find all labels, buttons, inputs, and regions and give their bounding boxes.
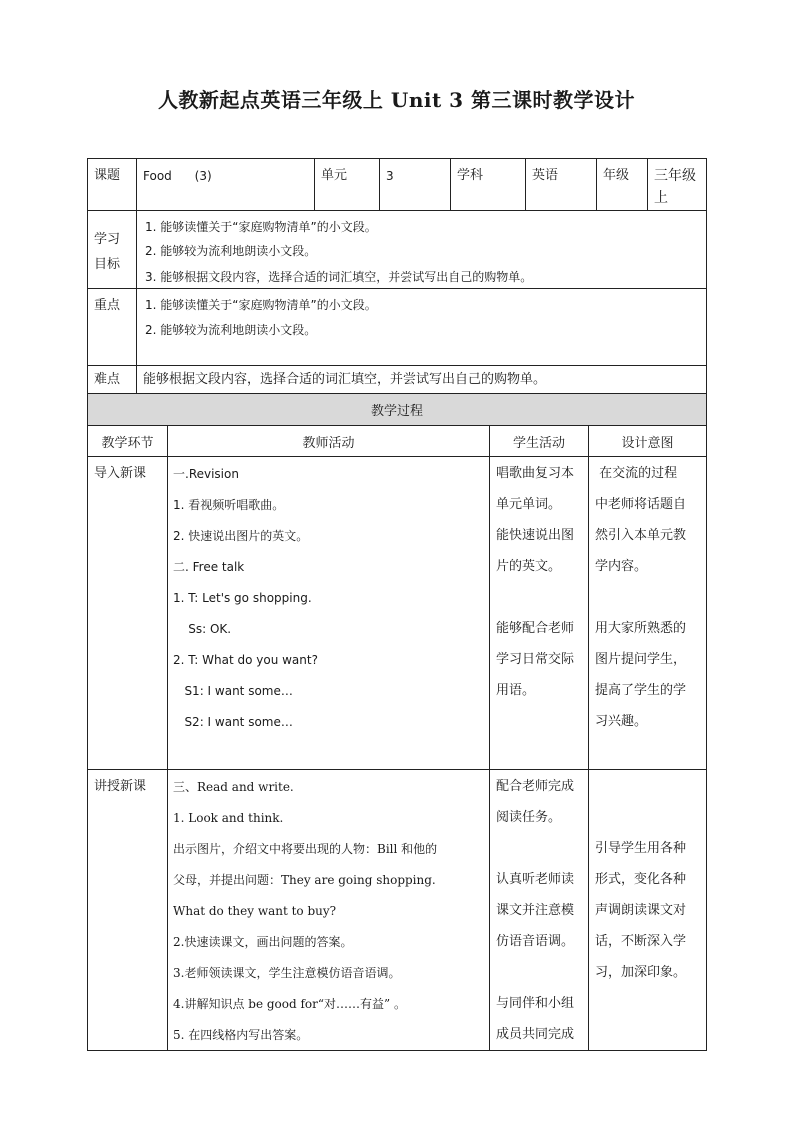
column-header-label: 教师活动 [302,435,355,451]
lecture-intent-line: 话，不断深入学 [595,934,687,949]
keypoints-content-cell [136,288,707,366]
lecture-teacher-cell [167,769,490,1051]
objective-item: 1. 能够读懂关于“家庭购物清单”的小文段。 [145,220,377,234]
grade-value-cell [647,158,707,211]
intro-student-line: 单元单词。 [496,497,562,512]
keypoint-item: 2. 能够较为流利地朗读小文段。 [145,323,317,337]
objectives-content-cell [136,210,707,289]
topic-label: 课题 [94,168,121,183]
lecture-student-line: 仿语音语调。 [496,934,575,949]
intro-student-line: 能快速说出图 [496,528,575,543]
intro-teacher-line: 2. T: What do you want? [173,653,318,667]
objective-item: 3. 能够根据文段内容，选择合适的词汇填空，并尝试写出自己的购物单。 [145,270,533,284]
lecture-stage-cell [87,769,168,1051]
lecture-intent-line: 引导学生用各种 [595,841,687,856]
column-header [489,425,589,457]
intro-intent-line: 提高了学生的学 [595,683,687,698]
intro-teacher-line: Ss: OK. [173,622,232,636]
intro-intent-line: 学内容。 [595,559,648,574]
unit-value: 3 [386,169,394,183]
column-header-label: 设计意图 [621,435,674,451]
objectives-label-1: 学习 [94,232,121,247]
grade-value-line1: 三年级 [654,168,696,184]
lecture-student-line: 与同伴和小组 [496,996,575,1011]
unit-value-cell [379,158,451,211]
lecture-teacher-line: What do they want to buy? [173,904,337,918]
intro-teacher-line: S2: I want some… [173,715,293,729]
lecture-student-line: 配合老师完成 [496,779,575,794]
subject-label: 学科 [457,168,484,183]
lecture-teacher-line: 1. Look and think. [173,811,284,825]
process-header [87,393,707,426]
topic-value: Food (3) [143,169,212,183]
intro-intent-line: 然引入本单元教 [595,528,687,543]
difficulty-content-cell [136,365,707,394]
difficulty-label-cell [87,365,137,394]
column-header-label: 学生活动 [512,435,565,451]
intro-stage-cell [87,456,168,770]
keypoints-label-cell [87,288,137,366]
unit-label-cell [314,158,380,211]
difficulty-text: 能够根据文段内容，选择合适的词汇填空，并尝试写出自己的购物单。 [143,372,547,387]
unit-label: 单元 [321,168,348,183]
intro-intent-line: 用大家所熟悉的 [595,621,687,636]
lecture-teacher-line: 5. 在四线格内写出答案。 [173,1028,309,1042]
keypoint-item: 1. 能够读懂关于“家庭购物清单”的小文段。 [145,298,377,312]
column-header [588,425,707,457]
intro-intent-line: 图片提问学生， [595,652,687,667]
topic-label-cell [87,158,137,211]
intro-intent-line: 中老师将话题自 [595,497,687,512]
lecture-teacher-line: 3.老师领读课文，学生注意模仿语音语调。 [173,966,401,980]
column-header [87,425,168,457]
lecture-teacher-line: 4.讲解知识点 be good for“对……有益” 。 [173,997,406,1011]
intro-intent-line: 习兴趣。 [595,714,648,729]
grade-label-cell [596,158,648,211]
intro-teacher-line: 2. 快速说出图片的英文。 [173,529,309,543]
lecture-intent-cell [588,769,707,1051]
objective-item: 2. 能够较为流利地朗读小文段。 [145,244,317,258]
page-title: 人教新起点英语三年级上 Unit 3 第三课时教学设计 [157,88,636,112]
difficulty-label: 难点 [94,372,121,387]
intro-student-line: 片的英文。 [496,559,562,574]
intro-teacher-cell [167,456,490,770]
objectives-label-cell [87,210,137,289]
subject-value-cell [525,158,597,211]
lecture-student-line: 课文并注意模 [496,903,575,918]
column-header-label: 教学环节 [101,435,154,451]
lecture-intent-line: 形式，变化各种 [595,872,687,887]
lecture-teacher-line: 三、Read and write. [173,780,294,794]
intro-student-line: 能够配合老师 [496,621,575,636]
lecture-student-line: 阅读任务。 [496,810,562,825]
column-header [167,425,490,457]
intro-student-line: 用语。 [496,683,536,698]
lecture-teacher-line: 2.快速读课文，画出问题的答案。 [173,935,353,949]
intro-teacher-line: 1. 看视频听唱歌曲。 [173,498,285,512]
objectives-label-2: 目标 [94,257,121,272]
intro-teacher-line: 一.Revision [173,467,239,481]
intro-intent-line: 在交流的过程 [595,466,678,481]
intro-intent-cell [588,456,707,770]
intro-student-line: 学习日常交际 [496,652,575,667]
keypoints-label: 重点 [94,298,121,313]
grade-value-line2: 上 [654,190,668,206]
lecture-student-line: 认真听老师读 [496,872,575,887]
lecture-student-line: 成员共同完成 [496,1027,575,1042]
lecture-teacher-line: 出示图片，介绍文中将要出现的人物：Bill 和他的 [173,842,438,856]
lecture-stage-label: 讲授新课 [94,779,147,794]
topic-value-cell [136,158,315,211]
intro-teacher-line: 二. Free talk [173,560,245,574]
lecture-intent-line: 习，加深印象。 [595,965,687,980]
lecture-student-cell [489,769,589,1051]
lecture-teacher-line: 父母，并提出问题：They are going shopping. [173,873,436,887]
subject-label-cell [450,158,526,211]
grade-label: 年级 [603,168,630,183]
lecture-intent-line: 声调朗读课文对 [595,903,687,918]
intro-teacher-line: 1. T: Let's go shopping. [173,591,312,605]
intro-teacher-line: S1: I want some… [173,684,293,698]
intro-student-line: 唱歌曲复习本 [496,466,575,481]
subject-value: 英语 [532,168,559,183]
process-header-label: 教学过程 [370,404,423,419]
intro-stage-label: 导入新课 [94,466,147,481]
intro-student-cell [489,456,589,770]
